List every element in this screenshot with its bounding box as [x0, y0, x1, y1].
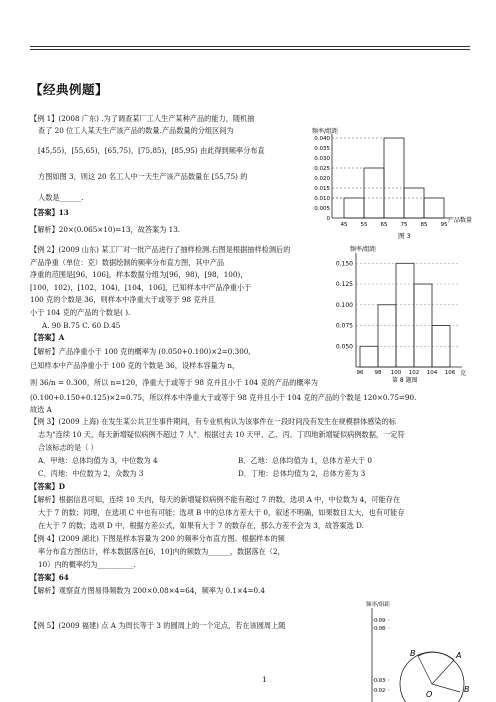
ex4-line-2: 率分布直方图估计，样本数据落在[6，10]内的频数为______，数据落在（2， — [38, 547, 285, 556]
label-a: A — [456, 651, 462, 660]
fig3-ytick-label: 0.020 — [314, 176, 330, 182]
fig8-xlabel: 克 — [460, 370, 467, 377]
ex2-solution-3: 则 36/n = 0.300，所以 n=120，净重大于或等于 98 克并且小于 104 克的产品的概率为 — [30, 378, 318, 387]
ex1-solution: 【解析】20×(0.065×10)=13，故答案为 13. — [30, 225, 181, 234]
fig8-xtick-label: 104 — [426, 370, 438, 376]
ex2-line-3: 净重的范围是[96，106]，样本数据分组为[96，98)，[98，100)， — [30, 270, 248, 279]
ex3-option-c: C．丙地：中位数为 2，众数为 3 — [38, 469, 144, 478]
fig3-ytick-label: 0 — [326, 216, 330, 222]
fig3-caption: 图 3 — [398, 232, 411, 240]
ex1-line-3: [45,55)，[55,65)，[65,75)，[75,85)，[85,95) 由此得到频率分布直 — [38, 146, 265, 155]
fig3-bar — [364, 168, 384, 218]
fig3-ytick-label: 0.035 — [314, 146, 330, 152]
fig8-ytick-label: 0.125 — [335, 281, 353, 289]
ex3-line-1: 【例 3】(2009 上海) 在发生某公共卫生事件期间，有专业机构认为该事件在一段时间没有发生在规模群体感染的标 — [30, 417, 396, 426]
fig8-xtick-label: 100 — [390, 370, 402, 376]
fig3-xtick-label: 75 — [400, 222, 408, 228]
fig3-bar — [404, 188, 424, 218]
ex3-answer: 【答案】D — [30, 482, 65, 491]
fig8-caption: 第 8 题图 — [392, 377, 418, 383]
ex2-answer: 【答案】A — [30, 333, 65, 342]
figure-8-histogram — [322, 243, 472, 383]
header-rule-secondary — [30, 49, 470, 50]
fig8-bar — [396, 263, 414, 367]
ex3-line-3: 合该标志的是（ ） — [38, 443, 98, 452]
radius-ob — [418, 656, 432, 684]
fig3-xlabel: 产品数量 — [448, 217, 473, 224]
ex2-solution-2: 已知样本中产品净重小于 100 克的个数是 36，设样本容量为 n， — [30, 361, 240, 370]
ex1-line-5: 人数是______. — [38, 193, 84, 202]
ex3-option-b: B．乙地：总体均值为 1，总体方差大于 0 — [238, 456, 372, 465]
fig8-xtick-label: 102 — [408, 370, 420, 376]
ex4-answer: 【答案】64 — [30, 573, 69, 582]
ex1-line-2: 查了 20 位工人某天生产该产品的数量.产品数量的分组区间为 — [38, 126, 234, 135]
fig8-ytick-label: 0.150 — [335, 260, 353, 268]
fig8-xtick-label: 106 — [444, 370, 456, 376]
fig3-xtick-label: 65 — [380, 222, 388, 228]
ex3-solution-1: 【解析】根据信息可知，连续 10 天内，每天的新增疑似病例不能有超过 7 的数，选项 A 中，中位数为 4，可能存在 — [30, 495, 401, 504]
fig3-ytick-label: 0.040 — [314, 136, 330, 142]
ex1-line-1: 【例 1】(2008 广东) .为了调查某厂工人生产某种产品的能力，随机抽 — [30, 114, 255, 123]
ex2-line-1: 【例 2】(2009 山东) 某工厂对一批产品进行了抽样检测.右图是根据抽样检测后的 — [30, 245, 291, 254]
fig8-ylabel: 频率/组距 — [350, 246, 377, 253]
label-b2: B — [464, 685, 470, 694]
ex1-line-4: 方图如图 3，则这 20 名工人中一天生产该产品数量在 [55,75) 的 — [38, 172, 248, 181]
fig8-ytick-label: 0.050 — [335, 343, 353, 351]
ex2-solution-5: 故选 A — [30, 405, 52, 414]
fig8-bar — [378, 305, 396, 367]
label-b: B — [410, 649, 416, 658]
ex4-line-3: 10）内的概率约为__________. — [38, 560, 136, 569]
fig3-bar — [344, 198, 364, 218]
page-number: 1 — [262, 675, 267, 684]
ex1-answer: 【答案】13 — [30, 208, 69, 217]
fig3-ytick-label: 0.030 — [314, 156, 330, 162]
ex3-solution-2: 大于 7 的数；同理，在选项 C 中也有可能；选项 B 中的总体方差大于 0，叙述不明确，如果数目太大，也有可能存 — [38, 508, 405, 517]
fig4-ytick-label: 0.02 — [374, 688, 386, 694]
fig3-ytick-label: 0.015 — [314, 186, 330, 192]
arc-ab — [418, 652, 454, 660]
figure-3-histogram — [300, 124, 490, 240]
figure-ex5-circle — [380, 622, 490, 702]
ex3-line-2: 志为"连续 10 天，每天新增疑似病例不超过 7 人"．根据过去 10 天甲、乙、丙、丁四地新增疑似病例数据，一定符 — [38, 430, 405, 439]
fig3-ytick-label: 0.025 — [314, 166, 330, 172]
ex5-line-1: 【例 5】(2009 福建) 点 A 为周长等于 3 的圆周上的一个定点，若在该圆周上随 — [30, 621, 286, 630]
radius-oa — [432, 660, 454, 684]
ex3-solution-3: 在大于 7 的数；选项 D 中，根据方差公式，如果有大于 7 的数存在，那么方差不会为 3，故答案选 D. — [38, 521, 364, 530]
fig8-ytick-label: 0.075 — [335, 322, 353, 330]
fig3-bar — [424, 198, 444, 218]
fig8-xtick-label: 98 — [374, 370, 382, 376]
fig4-ytick-label: 0.08 — [374, 626, 386, 632]
ex2-line-4: [100，102)，[102，104)，[104，106]，已知样本中产品净重小于 — [30, 283, 252, 292]
ex2-solution-1: 【解析】产品净重小于 100 克的概率为 (0.050+0.100)×2=0.300, — [30, 347, 251, 356]
ex2-solution-4: (0.100+0.150+0.125)×2=0.75，所以样本中净重大于或等于 98 克并且小于 104 克的产品的个数是 120×0.75=90. — [30, 393, 417, 402]
radius-ob2 — [432, 684, 460, 692]
ex2-line-2: 产品净重（单位：克）数据绘制的频率分布直方图，其中产品 — [30, 258, 225, 267]
fig3-ylabel: 频率/组距 — [312, 128, 339, 135]
header-rule — [30, 46, 470, 47]
label-o: O — [426, 690, 433, 699]
fig3-xtick-label: 45 — [340, 222, 348, 228]
fig3-ytick-label: 0.010 — [314, 196, 330, 202]
fig8-xtick-label: 96 — [356, 370, 364, 376]
ex3-option-d: D．丁地：总体均值为 2，总体方差为 3 — [238, 469, 366, 478]
fig4-ytick-label: 0.09 — [374, 618, 386, 624]
fig4-ylabel: 频率/组距 — [366, 602, 390, 608]
ex2-line-6: 小于 104 克的产品的个数是( ). — [30, 308, 131, 317]
ex2-options: A. 90 B.75 C. 60 D.45 — [42, 321, 121, 330]
fig3-ytick-label: 0.005 — [314, 206, 330, 212]
fig8-bar — [360, 346, 378, 367]
fig3-bar — [384, 138, 404, 218]
ex2-line-5: 100 克的个数是 36，则样本中净重大于或等于 98 克并且 — [30, 295, 215, 304]
ex4-line-1: 【例 4】(2009 湖北) 下图是样本容量为 200 的频率分布直方图。根据样本的频 — [30, 534, 285, 543]
fig3-xtick-label: 85 — [420, 222, 428, 228]
fig8-ytick-label: 0.100 — [335, 301, 353, 309]
ex4-solution: 【解析】观察直方图易得频数为 200×0.08×4=64，频率为 0.1×4=0.4 — [30, 586, 265, 595]
fig4-ytick-label: 0.03 — [374, 678, 386, 684]
fig3-xtick-label: 55 — [360, 222, 368, 228]
fig3-xtick-label: 95 — [440, 222, 448, 228]
section-heading: 【经典例题】 — [30, 82, 109, 97]
ex3-option-a: A．甲地：总体均值为 3，中位数为 4 — [38, 456, 158, 465]
